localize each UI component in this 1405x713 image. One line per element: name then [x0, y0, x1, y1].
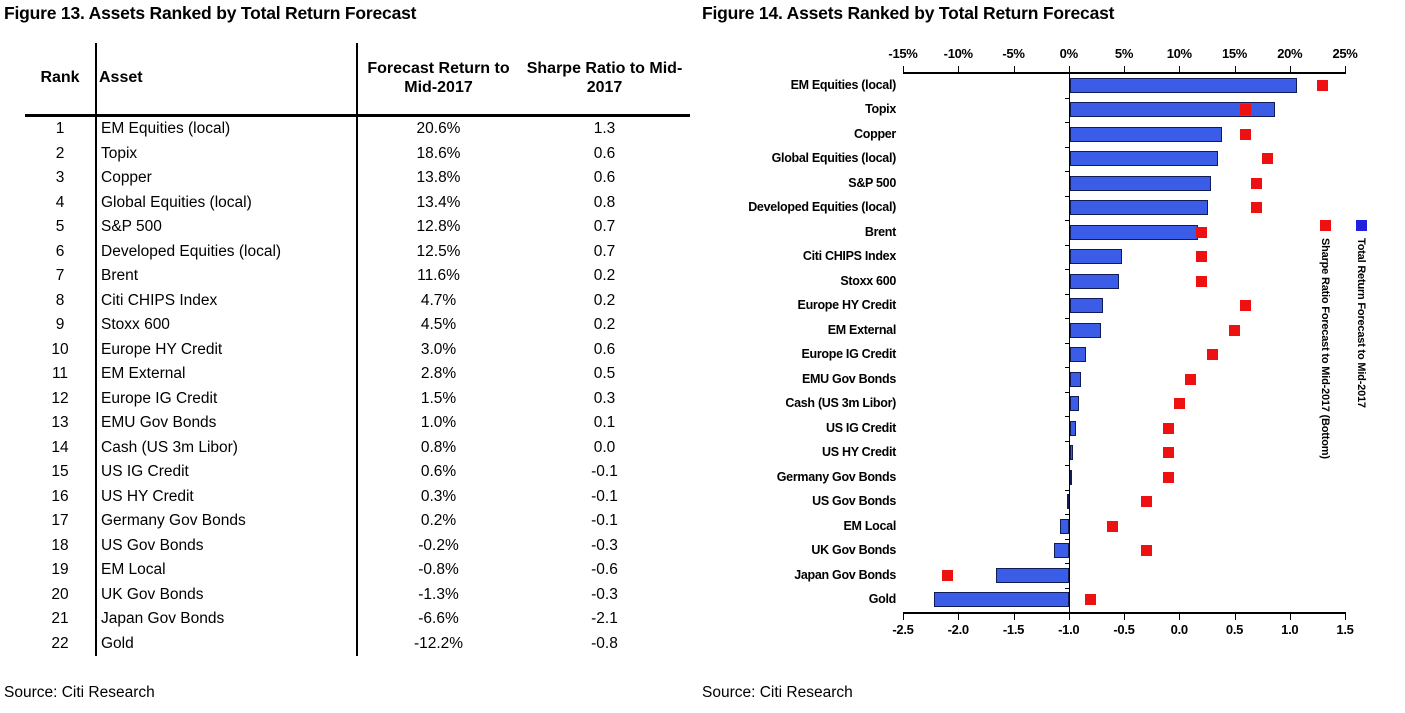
bottom-axis-tick: [903, 614, 904, 620]
total-return-bar: [1070, 249, 1122, 264]
forecast-return-cell: -12.2%: [413, 634, 464, 652]
asset-cell: Europe HY Credit: [96, 338, 357, 363]
asset-cell: Cash (US 3m Libor): [96, 436, 357, 461]
asset-cell: Copper: [96, 166, 357, 191]
table-row: [25, 436, 690, 461]
top-axis-tick: [1345, 66, 1346, 72]
forecast-return-cell: 20.6%: [416, 120, 461, 138]
sharpe-ratio-marker: [1107, 521, 1118, 532]
rank-cell: 20: [25, 583, 96, 608]
sharpe-ratio-cell: -0.3: [591, 536, 618, 554]
total-return-bar: [1070, 176, 1211, 191]
bottom-axis-tick-label: -1.5: [1002, 622, 1025, 637]
rank-cell: 14: [25, 436, 96, 461]
rank-cell: 16: [25, 485, 96, 510]
forecast-return-cell: -1.3%: [418, 585, 459, 603]
rank-cell: 22: [25, 632, 96, 657]
category-axis-tick: [1065, 612, 1069, 613]
total-return-bar: [1060, 519, 1069, 534]
total-return-bar: [1067, 494, 1069, 509]
category-axis-tick: [1065, 122, 1069, 123]
category-label: Cash (US 3m Libor): [785, 396, 896, 411]
forecast-return-cell: 18.6%: [416, 144, 461, 162]
category-axis-tick: [1065, 490, 1069, 491]
category-axis-tick: [1065, 196, 1069, 197]
sharpe-ratio-marker: [1240, 300, 1251, 311]
asset-cell: US Gov Bonds: [96, 534, 357, 559]
forecast-return-cell: -6.6%: [418, 610, 459, 628]
sharpe-ratio-cell: 1.3: [593, 120, 616, 138]
asset-cell: Gold: [96, 632, 357, 657]
sharpe-ratio-cell: 0.7: [593, 218, 616, 236]
total-return-bar: [996, 568, 1069, 583]
forecast-return-cell: 12.5%: [416, 242, 461, 260]
total-return-bar: [1070, 396, 1079, 411]
category-label: Developed Equities (local): [748, 200, 896, 215]
asset-cell: Europe IG Credit: [96, 387, 357, 412]
category-label: Topix: [865, 102, 896, 117]
top-axis-tick: [903, 66, 904, 72]
rank-cell: 4: [25, 191, 96, 216]
asset-cell: EMU Gov Bonds: [96, 411, 357, 436]
total-return-bar: [1070, 421, 1077, 436]
figure13-panel: [0, 0, 690, 713]
category-axis-tick: [1065, 220, 1069, 221]
table-row: [25, 607, 690, 632]
table-row: [25, 264, 690, 289]
total-return-bar: [1070, 225, 1198, 240]
category-axis-tick: [1065, 539, 1069, 540]
table-row: [25, 387, 690, 412]
category-label: US Gov Bonds: [812, 494, 896, 509]
category-label: EM Local: [843, 518, 896, 533]
top-axis-tick: [1179, 66, 1180, 72]
total-return-bar: [1054, 543, 1068, 558]
sharpe-ratio-cell: 0.2: [593, 267, 616, 285]
total-return-bar: [1070, 372, 1081, 387]
sharpe-ratio-cell: -0.1: [591, 487, 618, 505]
legend-label-sharpe-ratio: Sharpe Ratio Forecast to Mid-2017 (Bottom): [1319, 238, 1331, 459]
assets-table: [25, 43, 690, 656]
sharpe-ratio-marker: [1317, 80, 1328, 91]
sharpe-ratio-cell: -2.1: [591, 610, 618, 628]
category-label: Gold: [868, 592, 896, 607]
bottom-axis-tick: [1014, 614, 1015, 620]
total-return-bar: [1070, 445, 1073, 460]
rank-cell: 21: [25, 607, 96, 632]
table-row: [25, 191, 690, 216]
rank-cell: 10: [25, 338, 96, 363]
asset-cell: Global Equities (local): [96, 191, 357, 216]
category-label: Brent: [864, 224, 896, 239]
sharpe-ratio-cell: 0.6: [593, 340, 616, 358]
bottom-axis-tick: [1290, 614, 1291, 620]
sharpe-ratio-cell: 0.0: [593, 438, 616, 456]
table-row: [25, 632, 690, 657]
category-axis-tick: [1065, 441, 1069, 442]
rank-cell: 2: [25, 142, 96, 167]
category-axis-tick: [1065, 294, 1069, 295]
category-label: EMU Gov Bonds: [801, 371, 896, 386]
forecast-return-cell: 1.5%: [420, 389, 457, 407]
top-axis-tick-label: -15%: [888, 46, 918, 61]
category-label: Copper: [854, 126, 896, 141]
category-axis-tick: [1065, 343, 1069, 344]
sharpe-ratio-marker: [1085, 594, 1096, 605]
asset-cell: US HY Credit: [96, 485, 357, 510]
table-row: [25, 240, 690, 265]
total-return-bar: [1070, 127, 1222, 142]
sharpe-ratio-marker: [1141, 496, 1152, 507]
rank-cell: 1: [25, 116, 96, 142]
sharpe-ratio-cell: 0.1: [593, 414, 616, 432]
rank-cell: 3: [25, 166, 96, 191]
sharpe-ratio-marker: [1207, 349, 1218, 360]
top-axis-tick-label: 5%: [1114, 46, 1134, 61]
asset-cell: Brent: [96, 264, 357, 289]
asset-cell: Germany Gov Bonds: [96, 509, 357, 534]
bottom-axis-tick: [1235, 614, 1236, 620]
sharpe-ratio-marker: [1240, 104, 1251, 115]
bottom-axis-tick-label: 0.0: [1170, 622, 1188, 637]
table-row: [25, 313, 690, 338]
sharpe-ratio-cell: 0.6: [593, 144, 616, 162]
bottom-axis-tick: [1124, 614, 1125, 620]
sharpe-ratio-cell: -0.1: [591, 463, 618, 481]
rank-cell: 17: [25, 509, 96, 534]
col-header-forecast-return: Forecast Return to Mid-2017: [367, 59, 510, 96]
category-axis-tick: [1065, 318, 1069, 319]
bottom-axis-tick: [958, 614, 959, 620]
bottom-axis-tick-label: 1.0: [1281, 622, 1299, 637]
table-row: [25, 116, 690, 142]
total-return-bar: [1070, 470, 1072, 485]
legend-item-sharpe-ratio: [1312, 220, 1338, 459]
forecast-return-cell: 12.8%: [416, 218, 461, 236]
category-label: Stoxx 600: [840, 273, 896, 288]
category-label: Europe HY Credit: [797, 298, 896, 313]
sharpe-ratio-marker: [1141, 545, 1152, 556]
rank-cell: 15: [25, 460, 96, 485]
asset-cell: US IG Credit: [96, 460, 357, 485]
category-axis-tick: [1065, 392, 1069, 393]
total-return-bar: [1070, 347, 1087, 362]
sharpe-ratio-marker: [1251, 202, 1262, 213]
category-axis-tick: [1065, 563, 1069, 564]
forecast-return-cell: 1.0%: [420, 414, 457, 432]
sharpe-ratio-marker: [1240, 129, 1251, 140]
category-axis-tick: [1065, 147, 1069, 148]
table-row: [25, 534, 690, 559]
sharpe-ratio-cell: 0.5: [593, 365, 616, 383]
sharpe-ratio-cell: -0.1: [591, 512, 618, 530]
forecast-return-cell: 13.8%: [416, 169, 461, 187]
forecast-return-cell: 4.7%: [420, 291, 457, 309]
sharpe-ratio-marker: [1174, 398, 1185, 409]
legend-item-total-return: [1348, 220, 1374, 408]
forecast-return-cell: 0.2%: [420, 512, 457, 530]
table-row: [25, 142, 690, 167]
col-header-rank: Rank: [25, 43, 96, 116]
sharpe-ratio-cell: 0.6: [593, 169, 616, 187]
asset-cell: Japan Gov Bonds: [96, 607, 357, 632]
forecast-return-cell: 0.8%: [420, 438, 457, 456]
asset-cell: EM Local: [96, 558, 357, 583]
top-axis-tick-label: -10%: [943, 46, 973, 61]
asset-cell: UK Gov Bonds: [96, 583, 357, 608]
sharpe-ratio-marker: [1196, 227, 1207, 238]
blue-square-icon: [1356, 220, 1367, 231]
forecast-return-cell: 3.0%: [420, 340, 457, 358]
forecast-return-cell: 2.8%: [420, 365, 457, 383]
sharpe-ratio-marker: [942, 570, 953, 581]
sharpe-ratio-marker: [1163, 472, 1174, 483]
category-axis-tick: [1065, 367, 1069, 368]
total-return-bar: [1070, 78, 1298, 93]
sharpe-ratio-cell: 0.2: [593, 316, 616, 334]
forecast-return-cell: 0.3%: [420, 487, 457, 505]
bottom-axis-tick-label: -0.5: [1113, 622, 1135, 637]
bottom-axis-tick-label: -2.0: [947, 622, 969, 637]
table-header-row: [25, 43, 690, 116]
figure13-source: Source: Citi Research: [4, 684, 155, 701]
category-axis-tick: [1065, 416, 1069, 417]
bottom-axis-tick: [1069, 614, 1070, 620]
top-axis-tick: [958, 66, 959, 72]
top-axis-tick: [1069, 66, 1070, 72]
table-row: [25, 558, 690, 583]
total-return-bar: [1070, 298, 1103, 313]
figure14-title: Figure 14. Assets Ranked by Total Return Forecast: [702, 3, 1115, 23]
bottom-axis-tick-label: -2.5: [892, 622, 914, 637]
sharpe-ratio-marker: [1229, 325, 1240, 336]
asset-cell: Developed Equities (local): [96, 240, 357, 265]
asset-cell: EM External: [96, 362, 357, 387]
asset-cell: EM Equities (local): [96, 116, 357, 142]
sharpe-ratio-cell: 0.3: [593, 389, 616, 407]
table-row: [25, 362, 690, 387]
top-axis-tick: [1290, 66, 1291, 72]
bottom-axis-tick-label: 0.5: [1225, 622, 1244, 637]
category-axis-tick: [1065, 514, 1069, 515]
rank-cell: 8: [25, 289, 96, 314]
top-axis-tick-label: 25%: [1332, 46, 1358, 61]
forecast-return-cell: 13.4%: [416, 193, 461, 211]
top-axis-tick-label: 10%: [1166, 46, 1192, 61]
sharpe-ratio-marker: [1251, 178, 1262, 189]
category-label: S&P 500: [848, 175, 896, 190]
sharpe-ratio-marker: [1163, 447, 1174, 458]
category-axis-tick: [1065, 245, 1069, 246]
bottom-axis-tick-label: 1.5: [1336, 622, 1354, 637]
sharpe-ratio-marker: [1196, 251, 1207, 262]
category-label: EM Equities (local): [790, 77, 896, 92]
total-return-bar: [1070, 274, 1120, 289]
sharpe-ratio-cell: 0.8: [593, 193, 616, 211]
top-axis-tick: [1235, 66, 1236, 72]
table-row: [25, 289, 690, 314]
rank-cell: 5: [25, 215, 96, 240]
figure14-source: Source: Citi Research: [702, 684, 853, 701]
sharpe-ratio-marker: [1196, 276, 1207, 287]
top-axis-line: [903, 72, 1346, 74]
bar-chart: [700, 0, 1405, 713]
rank-cell: 9: [25, 313, 96, 338]
rank-cell: 18: [25, 534, 96, 559]
top-axis-tick-label: -5%: [1002, 46, 1025, 61]
col-header-asset: Asset: [96, 43, 357, 116]
legend-label-total-return: Total Return Forecast to Mid-2017: [1355, 238, 1367, 408]
table-row: [25, 166, 690, 191]
table-row: [25, 460, 690, 485]
forecast-return-cell: 0.6%: [420, 463, 457, 481]
category-axis-tick: [1065, 98, 1069, 99]
forecast-return-cell: -0.8%: [418, 561, 459, 579]
sharpe-ratio-cell: 0.7: [593, 242, 616, 260]
forecast-return-cell: 11.6%: [417, 267, 460, 285]
table-row: [25, 583, 690, 608]
category-axis-tick: [1065, 269, 1069, 270]
category-label: Japan Gov Bonds: [794, 567, 896, 582]
rank-cell: 13: [25, 411, 96, 436]
category-axis-tick: [1065, 465, 1069, 466]
bottom-axis-tick-label: -1.0: [1058, 622, 1080, 637]
asset-cell: Topix: [96, 142, 357, 167]
sharpe-ratio-marker: [1185, 374, 1196, 385]
category-label: US HY Credit: [822, 445, 896, 460]
sharpe-ratio-cell: -0.6: [591, 561, 618, 579]
category-label: US IG Credit: [825, 420, 896, 435]
total-return-bar: [1070, 323, 1101, 338]
table-row: [25, 411, 690, 436]
sharpe-ratio-marker: [1163, 423, 1174, 434]
top-axis-tick-label: 0%: [1059, 46, 1078, 61]
table-row: [25, 509, 690, 534]
sharpe-ratio-cell: 0.2: [593, 291, 616, 309]
forecast-return-cell: 4.5%: [420, 316, 457, 334]
rank-cell: 12: [25, 387, 96, 412]
figure14-panel: [700, 0, 1405, 713]
rank-cell: 11: [25, 362, 96, 387]
asset-cell: Stoxx 600: [96, 313, 357, 338]
red-square-icon: [1320, 220, 1331, 231]
total-return-bar: [1070, 151, 1218, 166]
total-return-bar: [934, 592, 1069, 607]
category-label: Europe IG Credit: [801, 347, 896, 362]
asset-cell: S&P 500: [96, 215, 357, 240]
figure13-title: Figure 13. Assets Ranked by Total Return Forecast: [4, 3, 417, 23]
top-axis-tick: [1124, 66, 1125, 72]
category-axis-tick: [1065, 588, 1069, 589]
table-row: [25, 338, 690, 363]
rank-cell: 6: [25, 240, 96, 265]
category-axis-tick: [1065, 171, 1069, 172]
category-axis-tick: [1065, 73, 1069, 74]
category-label: UK Gov Bonds: [811, 543, 896, 558]
bottom-axis-tick: [1345, 614, 1346, 620]
forecast-return-cell: -0.2%: [418, 536, 459, 554]
bottom-axis-tick: [1179, 614, 1180, 620]
top-axis-tick-label: 15%: [1221, 46, 1248, 61]
table-row: [25, 215, 690, 240]
category-label: EM External: [827, 322, 896, 337]
category-label: Global Equities (local): [771, 151, 896, 166]
sharpe-ratio-marker: [1262, 153, 1273, 164]
col-header-sharpe-ratio: Sharpe Ratio to Mid-2017: [526, 59, 683, 96]
rank-cell: 19: [25, 558, 96, 583]
sharpe-ratio-cell: -0.3: [591, 585, 618, 603]
asset-cell: Citi CHIPS Index: [96, 289, 357, 314]
category-label: Germany Gov Bonds: [776, 469, 896, 484]
category-label: Citi CHIPS Index: [802, 249, 896, 264]
rank-cell: 7: [25, 264, 96, 289]
total-return-bar: [1070, 200, 1208, 215]
top-axis-tick-label: 20%: [1277, 46, 1303, 61]
table-row: [25, 485, 690, 510]
top-axis-tick: [1014, 66, 1015, 72]
sharpe-ratio-cell: -0.8: [591, 634, 618, 652]
